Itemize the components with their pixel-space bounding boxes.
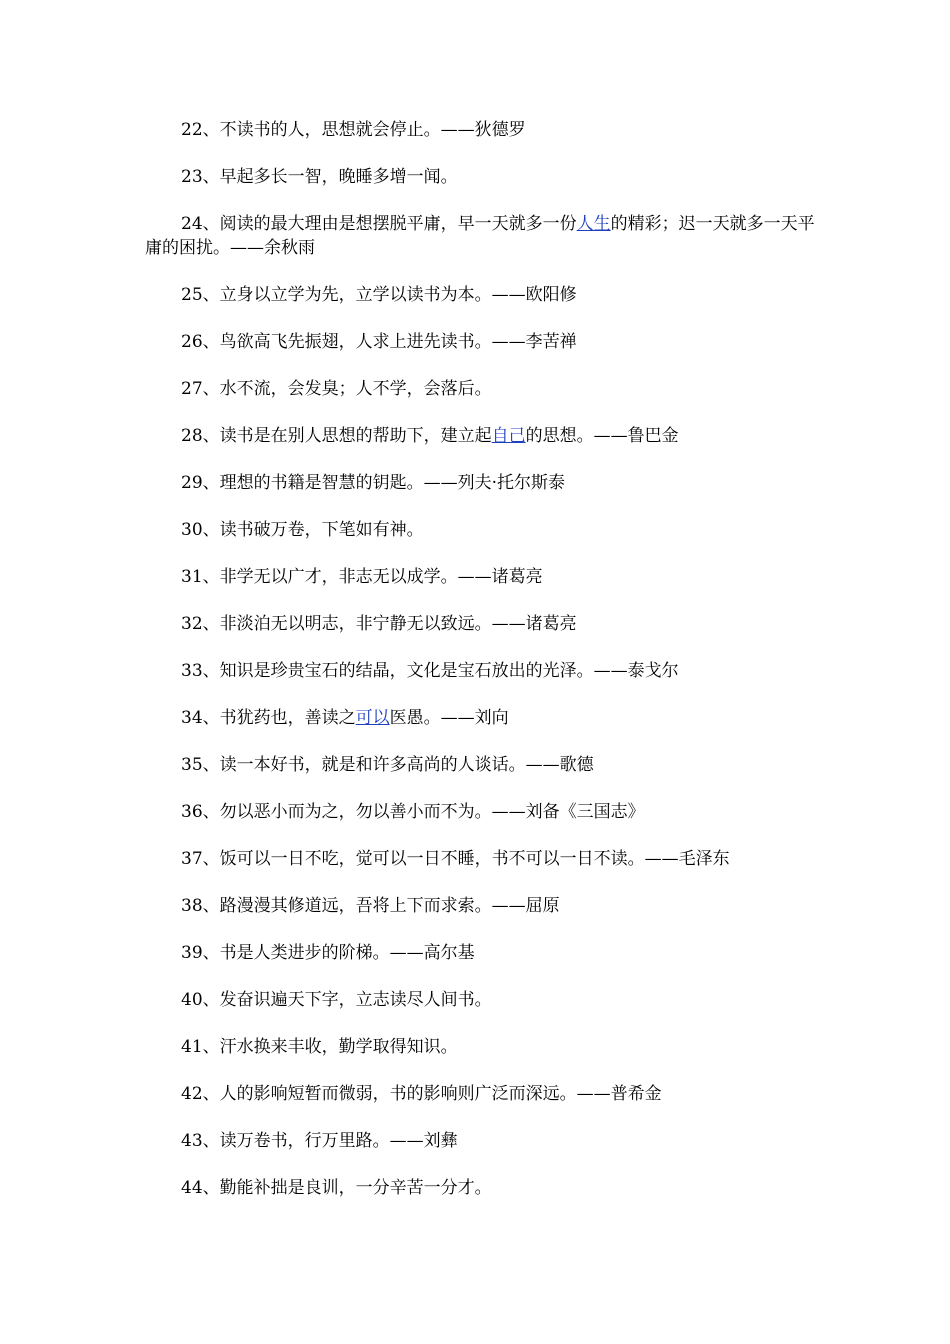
quote-item <box>145 212 815 260</box>
quote-text: 34、书犹药也，善读之 <box>181 708 356 728</box>
quote-item <box>145 1176 815 1200</box>
quote-text: 的思想。——鲁巴金 <box>525 426 679 446</box>
quote-item <box>145 988 815 1012</box>
quote-text: 的精彩；迟一天就多一天平庸的困扰。——余秋雨 <box>145 214 815 258</box>
quote-text: 41、汗水换来丰收，勤学取得知识。 <box>181 1037 458 1057</box>
quote-item <box>145 1035 815 1059</box>
quote-item <box>145 377 815 401</box>
quote-text: 33、知识是珍贵宝石的结晶，文化是宝石放出的光泽。——泰戈尔 <box>181 661 679 681</box>
quote-text: 26、鸟欲高飞先振翅，人求上进先读书。——李苦禅 <box>181 332 577 352</box>
quote-text: 31、非学无以广才，非志无以成学。——诸葛亮 <box>181 567 543 587</box>
quote-text: 42、人的影响短暂而微弱，书的影响则广泛而深远。——普希金 <box>181 1084 662 1104</box>
quote-link[interactable]: 人生 <box>576 214 611 234</box>
quote-text: 43、读万卷书，行万里路。——刘彝 <box>181 1131 458 1151</box>
quote-item <box>145 118 815 142</box>
quote-text: 22、不读书的人，思想就会停止。——狄德罗 <box>181 120 526 140</box>
quote-item <box>145 471 815 495</box>
quote-item <box>145 424 815 448</box>
quote-text: 23、早起多长一智，晚睡多增一闻。 <box>181 167 458 187</box>
quote-item <box>145 1129 815 1153</box>
quote-link[interactable]: 自己 <box>491 426 526 446</box>
quote-item <box>145 165 815 189</box>
quote-text: 38、路漫漫其修道远，吾将上下而求索。——屈原 <box>181 896 560 916</box>
quote-text: 27、水不流，会发臭；人不学，会落后。 <box>181 379 492 399</box>
quote-text: 30、读书破万卷，下笔如有神。 <box>181 520 424 540</box>
quote-text: 37、饭可以一日不吃，觉可以一日不睡，书不可以一日不读。——毛泽东 <box>181 849 730 869</box>
quote-text: 24、阅读的最大理由是想摆脱平庸，早一天就多一份 <box>181 214 577 234</box>
quote-item <box>145 1082 815 1106</box>
quote-text: 35、读一本好书，就是和许多高尚的人谈话。——歌德 <box>181 755 594 775</box>
quote-item <box>145 706 815 730</box>
quote-item <box>145 941 815 965</box>
quote-item <box>145 565 815 589</box>
quote-text: 28、读书是在别人思想的帮助下，建立起 <box>181 426 492 446</box>
quote-link[interactable]: 可以 <box>355 708 390 728</box>
quote-item <box>145 330 815 354</box>
quote-text: 44、勤能补拙是良训，一分辛苦一分才。 <box>181 1178 492 1198</box>
quote-item <box>145 283 815 307</box>
quote-text: 29、理想的书籍是智慧的钥匙。——列夫·托尔斯泰 <box>181 473 566 493</box>
quote-text: 医愚。——刘向 <box>389 708 509 728</box>
quote-text: 32、非淡泊无以明志，非宁静无以致远。——诸葛亮 <box>181 614 577 634</box>
quote-text: 25、立身以立学为先，立学以读书为本。——欧阳修 <box>181 285 577 305</box>
quote-text: 36、勿以恶小而为之，勿以善小而不为。——刘备《三国志》 <box>181 802 645 822</box>
quote-item <box>145 612 815 636</box>
quote-text: 39、书是人类进步的阶梯。——高尔基 <box>181 943 475 963</box>
quote-item <box>145 894 815 918</box>
quote-text: 40、发奋识遍天下字，立志读尽人间书。 <box>181 990 492 1010</box>
quote-item <box>145 753 815 777</box>
quote-list <box>145 118 815 1223</box>
quote-item <box>145 800 815 824</box>
quote-item <box>145 847 815 871</box>
quote-item <box>145 518 815 542</box>
quote-item <box>145 659 815 683</box>
